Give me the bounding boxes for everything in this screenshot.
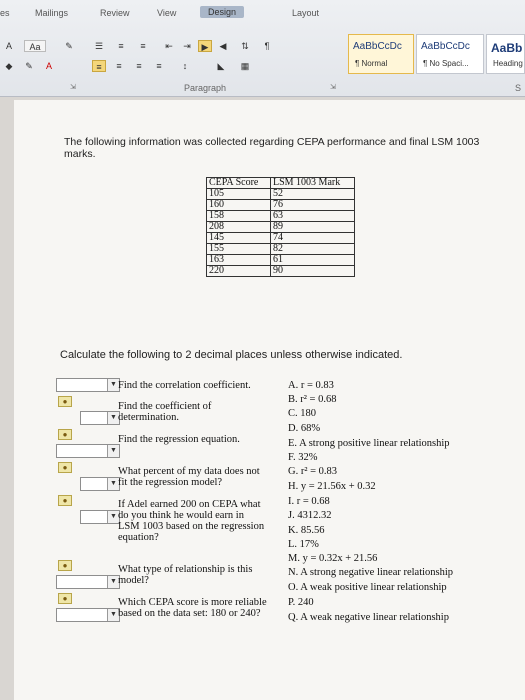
option-p: P. 240: [288, 597, 314, 608]
answer-select-5[interactable]: [80, 510, 120, 524]
rtl-icon[interactable]: ◀: [219, 41, 227, 51]
option-h: H. y = 21.56x + 0.32: [288, 481, 376, 492]
chevron-down-icon[interactable]: ▼: [107, 511, 119, 523]
text-effects-icon[interactable]: ◆: [5, 61, 13, 71]
intro-text: The following information was collected regarding CEPA performance and final LSM 1003 marks.: [64, 136, 480, 160]
table-cell: 52: [271, 189, 355, 200]
highlight-icon[interactable]: ✎: [25, 61, 33, 71]
option-a: A. r = 0.83: [288, 380, 334, 391]
option-b: B. r² = 0.68: [288, 394, 337, 405]
table-cell: 74: [271, 233, 355, 244]
table-cell: 82: [271, 244, 355, 255]
style-sample: AaBbCcDc: [353, 41, 402, 52]
table-row: [207, 266, 355, 277]
tab-layout[interactable]: Layout: [292, 8, 320, 18]
option-e: E. A strong positive linear relationship: [288, 438, 450, 449]
bullets-icon[interactable]: ☰: [94, 41, 104, 51]
option-n: N. A strong negative linear relationship: [288, 567, 454, 578]
option-l: L. 17%: [288, 539, 319, 550]
justify-icon[interactable]: ≡: [156, 61, 162, 71]
table-row: [207, 200, 355, 211]
option-d: D. 68%: [288, 423, 321, 434]
show-marks-icon[interactable]: ¶: [264, 41, 270, 51]
help-icon[interactable]: ●: [58, 560, 72, 571]
option-g: G. r² = 0.83: [288, 466, 338, 477]
chevron-down-icon[interactable]: ▼: [107, 412, 119, 424]
option-q: Q. A weak negative linear relationship: [288, 612, 449, 623]
option-m: M. y = 0.32x + 21.56: [288, 553, 378, 564]
table-cell: 160: [207, 200, 271, 211]
table-cell: 208: [207, 222, 271, 233]
tab-mailings[interactable]: Mailings: [35, 8, 69, 18]
help-icon[interactable]: ●: [58, 429, 72, 440]
table-row: [207, 189, 355, 200]
question-6: What type of relationship is this model?: [118, 564, 253, 586]
tab-home-partial[interactable]: es: [0, 8, 10, 18]
table-row: [207, 222, 355, 233]
font-color-icon[interactable]: A: [45, 61, 52, 71]
style-name: Heading: [493, 59, 523, 68]
style-heading[interactable]: [486, 34, 525, 74]
table-cell: 90: [271, 266, 355, 277]
align-left-icon[interactable]: ≡: [92, 60, 106, 72]
style-sample: AaBb: [491, 41, 523, 55]
line-spacing-icon[interactable]: ↕: [182, 61, 188, 71]
option-j: J. 4312.32: [288, 510, 332, 521]
table-cell: 155: [207, 244, 271, 255]
tab-design[interactable]: Design: [200, 6, 244, 18]
change-case-button[interactable]: Aa: [24, 40, 46, 52]
grow-font-icon[interactable]: A: [5, 41, 12, 51]
chevron-down-icon[interactable]: ▼: [107, 609, 119, 621]
sort-icon[interactable]: ⇅: [241, 41, 249, 51]
answer-select-4[interactable]: [80, 477, 120, 491]
table-row: [207, 211, 355, 222]
toolbar-row-2: [0, 60, 340, 80]
numbering-icon[interactable]: ≡: [118, 41, 124, 51]
table-cell: 220: [207, 266, 271, 277]
chevron-down-icon[interactable]: ▼: [107, 478, 119, 490]
table-cell: 89: [271, 222, 355, 233]
answer-select-7[interactable]: [56, 608, 120, 622]
help-icon[interactable]: ●: [58, 593, 72, 604]
font-dialog-launcher-icon[interactable]: ⇲: [70, 84, 76, 91]
shading-icon[interactable]: ◣: [217, 61, 225, 71]
chevron-down-icon[interactable]: ▼: [107, 379, 119, 391]
ribbon-tabs: [0, 6, 525, 26]
option-c: C. 180: [288, 408, 317, 419]
question-5: If Adel earned 200 on CEPA what do you think he would earn in LSM 1003 based on the regression equation?: [118, 499, 265, 543]
question-2: Find the coefficient of determination.: [118, 401, 212, 423]
option-o: O. A weak positive linear relationship: [288, 582, 447, 593]
question-4: What percent of my data does not fit the regression model?: [118, 466, 260, 488]
increase-indent-icon[interactable]: ⇥: [183, 41, 191, 51]
borders-icon[interactable]: ▦: [240, 61, 250, 71]
question-3: Find the regression equation.: [118, 434, 240, 445]
help-icon[interactable]: ●: [58, 462, 72, 473]
table-row: [207, 233, 355, 244]
toolbar-row-1: [0, 40, 340, 60]
styles-gallery: [348, 34, 525, 74]
option-k: K. 85.56: [288, 525, 325, 536]
style-name: ¶ No Spaci...: [423, 59, 469, 68]
option-i: I. r = 0.68: [288, 496, 330, 507]
style-no-spacing[interactable]: [416, 34, 484, 74]
decrease-indent-icon[interactable]: ⇤: [165, 41, 173, 51]
table-row: [207, 244, 355, 255]
tab-view[interactable]: View: [157, 8, 177, 18]
question-7: Which CEPA score is more reliable based on the data set: 180 or 240?: [118, 597, 267, 619]
paragraph-dialog-launcher-icon[interactable]: ⇲: [330, 84, 336, 91]
answer-select-6[interactable]: [56, 575, 120, 589]
align-center-icon[interactable]: ≡: [116, 61, 122, 71]
chevron-down-icon[interactable]: ▼: [107, 445, 119, 457]
answer-select-2[interactable]: [80, 411, 120, 425]
table-cell: 63: [271, 211, 355, 222]
align-right-icon[interactable]: ≡: [136, 61, 142, 71]
answer-select-1[interactable]: [56, 378, 120, 392]
table-cell: 105: [207, 189, 271, 200]
style-name: ¶ Normal: [355, 59, 388, 68]
table-header-cell: LSM 1003 Mark: [271, 178, 355, 189]
table-row: [207, 255, 355, 266]
multilevel-list-icon[interactable]: ≡: [140, 41, 146, 51]
data-table: [206, 177, 355, 277]
answer-select-3[interactable]: [56, 444, 120, 458]
document-page[interactable]: [14, 100, 525, 700]
question-1: Find the correlation coefficient.: [118, 380, 251, 391]
tab-review[interactable]: Review: [100, 8, 130, 18]
table-cell: 145: [207, 233, 271, 244]
table-cell: 163: [207, 255, 271, 266]
table-header-cell: CEPA Score: [207, 178, 271, 189]
option-f: F. 32%: [288, 452, 318, 463]
help-icon[interactable]: ●: [58, 396, 72, 407]
instruction-text: Calculate the following to 2 decimal places unless otherwise indicated.: [60, 349, 403, 361]
styles-group-label: S: [515, 83, 522, 93]
ribbon: [0, 0, 525, 97]
clear-format-icon[interactable]: ✎: [65, 41, 73, 51]
table-cell: 158: [207, 211, 271, 222]
table-header-row: [207, 178, 355, 189]
style-sample: AaBbCcDc: [421, 41, 470, 52]
chevron-down-icon[interactable]: ▼: [107, 576, 119, 588]
table-cell: 61: [271, 255, 355, 266]
paragraph-group-label: Paragraph: [184, 83, 227, 93]
style-normal[interactable]: [348, 34, 414, 74]
ltr-icon[interactable]: ▶: [198, 40, 212, 52]
help-icon[interactable]: ●: [58, 495, 72, 506]
table-cell: 76: [271, 200, 355, 211]
